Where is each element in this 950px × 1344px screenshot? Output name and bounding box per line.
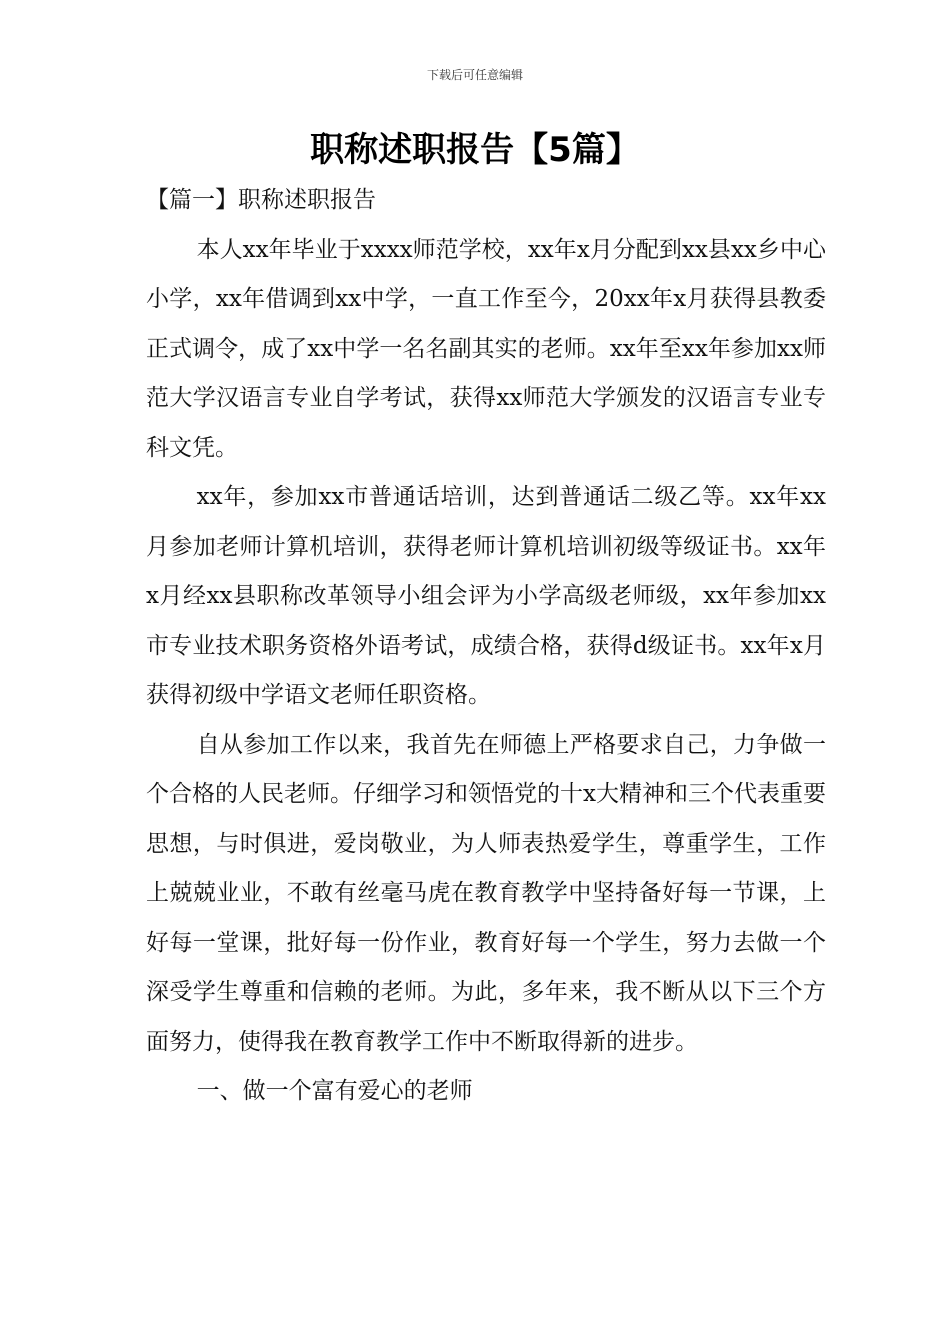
paragraph-3: 自从参加工作以来，我首先在师德上严格要求自己，力争做一个合格的人民老师。仔细学习和领悟党的十x大精神和三个代表重要思想，与时俱进，爱岗敬业，为人师表热爱学生，尊重学生，工作上兢兢业业，不敢有丝毫马虎在教育教学中坚持备好每一节课，上好每一堂课，批好每一份作业，教育好每一个学生，努力去做一个深受学生尊重和信赖的老师。为此，多年来，我不断从以下三个方面努力，使得我在教育教学工作中不断取得新的进步。 (146, 731, 826, 1055)
subheading: 一、做一个富有爱心的老师 (196, 1078, 473, 1104)
paragraph-2: xx年，参加xx市普通话培训，达到普通话二级乙等。xx年xx月参加老师计算机培训，获得老师计算机培训初级等级证书。xx年x月经xx县职称改革领导小组会评为小学高级老师级，xx年参加xx市专业技术职务资格外语考试，成绩合格，获得d级证书。xx年x月获得初级中学语文老师任职资格。 (146, 484, 826, 708)
document-title: 职称述职报告【5篇】 (310, 130, 640, 170)
section-heading: 【篇一】职称述职报告 (146, 187, 376, 213)
page-header-note: 下载后可任意编辑 (426, 68, 523, 82)
paragraph-1: 本人xx年毕业于xxxx师范学校，xx年x月分配到xx县xx乡中心小学，xx年借调到xx中学，一直工作至今，20xx年x月获得县教委正式调令，成了xx中学一名名副其实的老师。xx年至xx年参加xx师范大学汉语言专业自学考试，获得xx师范大学颁发的汉语言专业专科文凭。 (146, 236, 826, 461)
document-body (146, 176, 826, 1117)
